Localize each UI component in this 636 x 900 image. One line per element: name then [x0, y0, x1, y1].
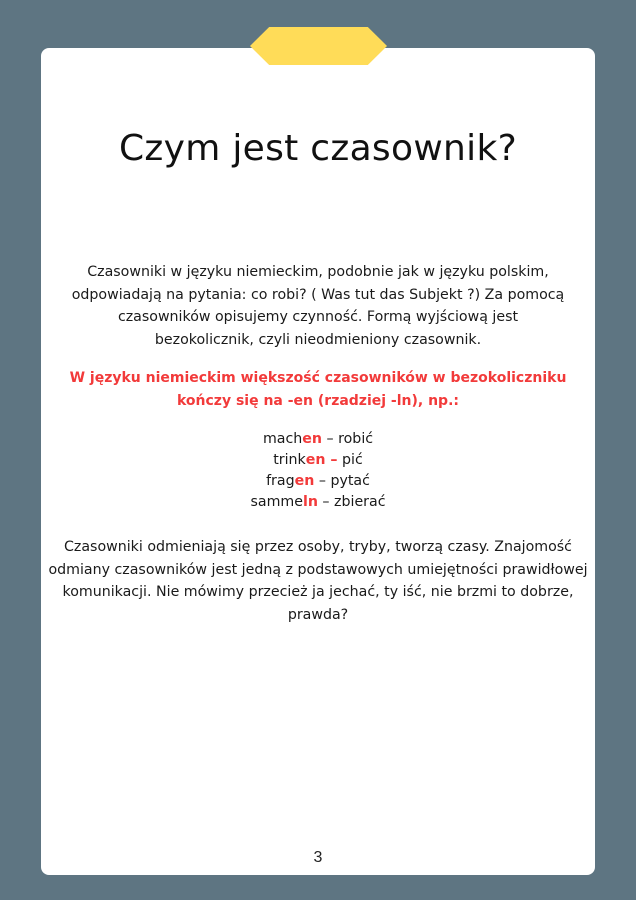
page-title: Czym jest czasownik? — [118, 128, 518, 169]
example-item: sammeln – zbierać — [250, 494, 386, 510]
example-item: machen – robić — [262, 431, 374, 447]
page-number: 3 — [313, 849, 323, 866]
examples-list — [41, 429, 595, 513]
example-item: trinken – pić — [273, 452, 363, 468]
highlight-paragraph: W języku niemieckim większość czasowników w bezokoliczniku kończy się na -en (rzadziej -ln), np.: — [69, 370, 567, 409]
decorative-tab — [250, 27, 387, 65]
example-item: fragen – pytać — [266, 473, 370, 489]
intro-paragraph: Czasowniki w języku niemieckim, podobnie jak w języku polskim, odpowiadają na pytania: co robi? ( Was tut das Subjekt ?) Za pomocą czasowników opisujemy czynność. Formą wyjściową jest bezokolicznik, czyli nieodmieniony czasownik. — [71, 264, 565, 348]
conjugation-paragraph: Czasowniki odmieniają się przez osoby, tryby, tworzą czasy. Znajomość odmiany czasowników jest jedną z podstawowych umiejętności prawidłowej komunikacji. Nie mówimy przecież ja jechać, ty iść, nie brzmi to dobrze, prawda? — [48, 539, 588, 623]
